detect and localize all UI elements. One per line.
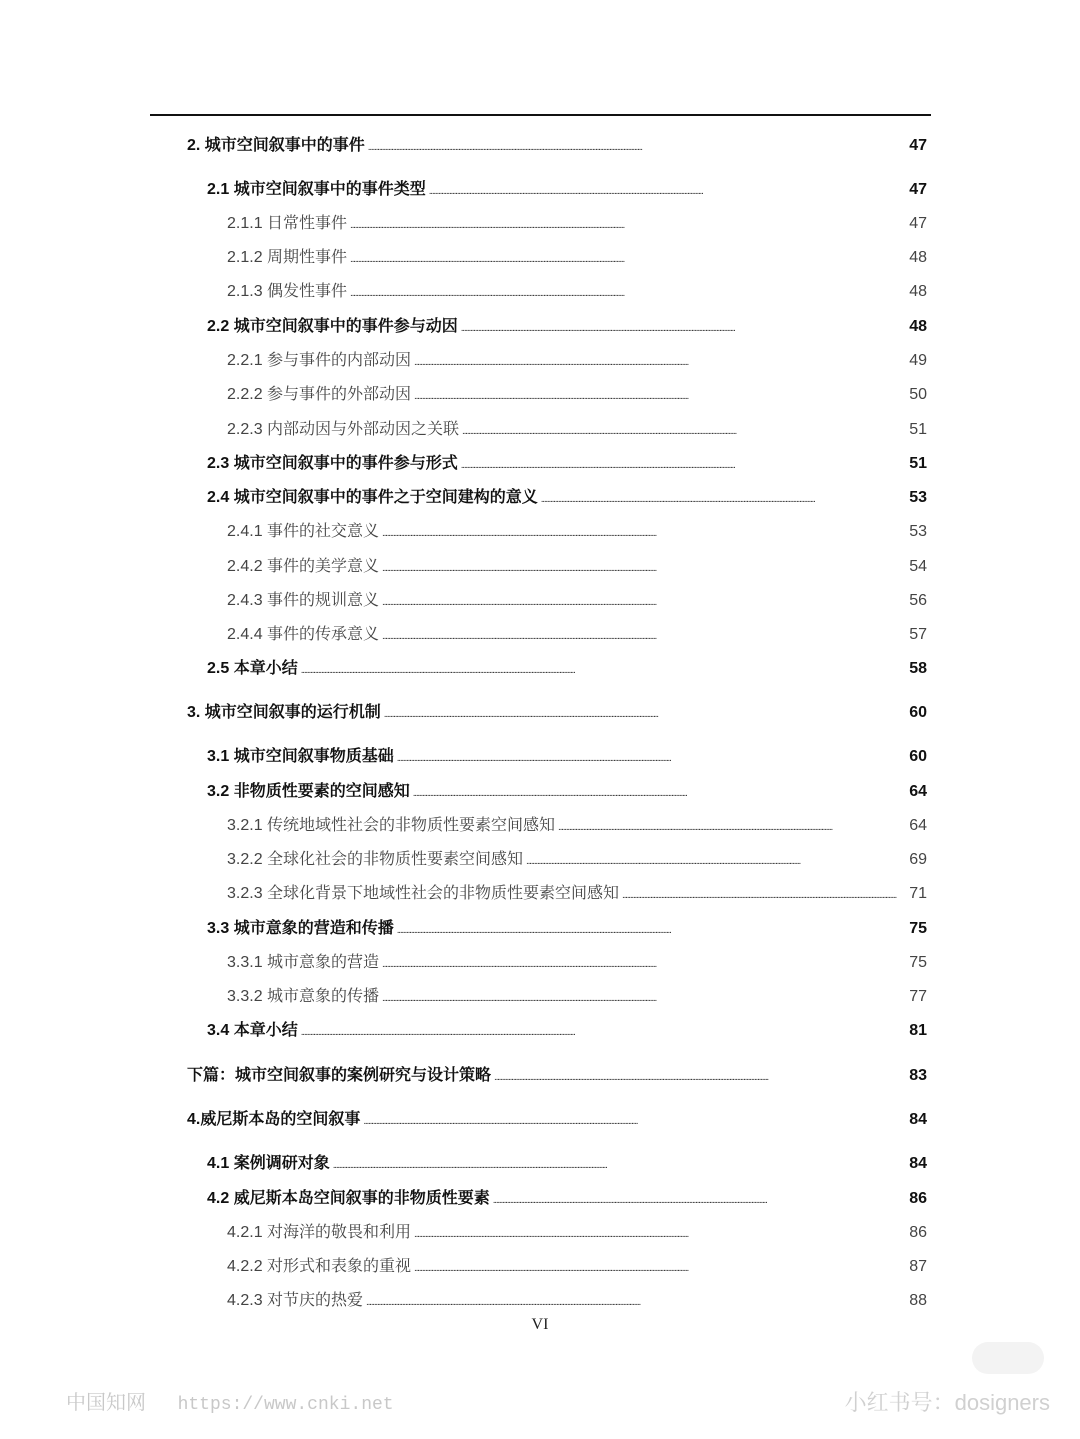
toc-entry-page: 56 <box>909 592 927 609</box>
toc-entry[interactable] <box>227 846 927 870</box>
toc-entry[interactable] <box>207 484 927 508</box>
toc-entry-page: 49 <box>909 352 927 369</box>
toc-entry-label: 4.2.2 对形式和表象的重视 <box>227 1258 412 1275</box>
toc-entry-page: 75 <box>909 954 927 971</box>
toc-leader-dots <box>414 1230 906 1240</box>
toc-entry[interactable] <box>227 949 927 973</box>
toc-leader-dots <box>382 598 906 608</box>
toc-leader-dots <box>558 823 906 833</box>
toc-entry-page: 86 <box>909 1190 927 1207</box>
toc-entry-page: 60 <box>909 704 927 721</box>
toc-entry-page: 47 <box>909 215 927 232</box>
toc-entry-page: 64 <box>909 783 927 800</box>
toc-entry-label: 4.2 威尼斯本岛空间叙事的非物质性要素 <box>207 1190 490 1207</box>
toc-entry-page: 86 <box>909 1224 927 1241</box>
toc-entry-page: 88 <box>909 1292 927 1309</box>
toc-entry-page: 87 <box>909 1258 927 1275</box>
toc-leader-dots <box>461 324 907 334</box>
toc-leader-dots <box>382 994 906 1004</box>
xiaohongshu-watermark: 小红书号：dosigners <box>844 1390 1050 1415</box>
toc-leader-dots <box>414 358 906 368</box>
toc-leader-dots <box>429 187 907 197</box>
toc-entry-label: 3.3.1 城市意象的营造 <box>227 954 380 971</box>
toc-leader-dots <box>414 1264 906 1274</box>
toc-entry[interactable] <box>227 416 927 440</box>
toc-entry-page: 53 <box>909 523 927 540</box>
toc-entry-label: 4.威尼斯本岛的空间叙事 <box>187 1111 361 1128</box>
toc-entry[interactable] <box>207 313 927 337</box>
toc-entry-page: 47 <box>909 137 927 154</box>
toc-entry-label: 2.1.2 周期性事件 <box>227 249 348 266</box>
toc-entry-label: 2.4.4 事件的传承意义 <box>227 626 380 643</box>
toc-entry[interactable] <box>227 381 927 405</box>
toc-leader-dots <box>384 710 906 720</box>
toc-entry-label: 下篇：城市空间叙事的案例研究与设计策略 <box>187 1067 492 1084</box>
toc-entry-page: 54 <box>909 558 927 575</box>
toc-entry[interactable] <box>207 1150 927 1174</box>
toc-entry[interactable] <box>227 621 927 645</box>
toc-entry[interactable] <box>227 347 927 371</box>
page-number: VI <box>531 1316 549 1333</box>
toc-entry-page: 84 <box>909 1111 927 1128</box>
toc-entry[interactable] <box>187 132 927 156</box>
toc-entry[interactable] <box>207 915 927 939</box>
toc-entry[interactable] <box>207 450 927 474</box>
toc-entry[interactable] <box>227 880 927 904</box>
toc-entry[interactable] <box>207 743 927 767</box>
toc-entry[interactable] <box>227 1219 927 1243</box>
toc-entry-page: 57 <box>909 626 927 643</box>
toc-leader-dots <box>397 754 907 764</box>
toc-entry-label: 3.1 城市空间叙事物质基础 <box>207 748 394 765</box>
toc-entry[interactable] <box>227 518 927 542</box>
toc-leader-dots <box>333 1161 907 1171</box>
toc-entry-label: 2.1 城市空间叙事中的事件类型 <box>207 181 426 198</box>
toc-entry[interactable] <box>207 1185 927 1209</box>
toc-leader-dots <box>494 1073 906 1083</box>
toc-entry-page: 71 <box>909 885 927 902</box>
toc-entry-page: 69 <box>909 851 927 868</box>
toc-entry[interactable] <box>187 1062 927 1086</box>
toc-entry-page: 51 <box>909 421 927 438</box>
toc-entry[interactable] <box>227 1253 927 1277</box>
toc-entry-label: 3.2.1 传统地域性社会的非物质性要素空间感知 <box>227 817 556 834</box>
toc-leader-dots <box>382 564 906 574</box>
toc-entry[interactable] <box>227 983 927 1007</box>
toc-leader-dots <box>366 1298 906 1308</box>
toc-entry-label: 2.1.1 日常性事件 <box>227 215 348 232</box>
toc-leader-dots <box>461 461 907 471</box>
toc-entry-page: 50 <box>909 386 927 403</box>
toc-leader-dots <box>301 666 907 676</box>
cnki-brand: 中国知网 <box>66 1392 146 1414</box>
toc-entry-page: 53 <box>909 489 927 506</box>
toc-leader-dots <box>414 392 906 402</box>
toc-leader-dots <box>363 1117 906 1127</box>
toc-entry-page: 75 <box>909 920 927 937</box>
toc-entry-label: 2.3 城市空间叙事中的事件参与形式 <box>207 455 458 472</box>
toc-entry-label: 2.1.3 偶发性事件 <box>227 283 348 300</box>
toc-entry-page: 84 <box>909 1155 927 1172</box>
toc-entry-label: 2. 城市空间叙事中的事件 <box>187 137 365 154</box>
toc-entry-page: 77 <box>909 988 927 1005</box>
toc-leader-dots <box>526 857 906 867</box>
toc-leader-dots <box>462 427 906 437</box>
toc-entry[interactable] <box>207 655 927 679</box>
toc-entry-label: 2.2 城市空间叙事中的事件参与动因 <box>207 318 458 335</box>
toc-entry-label: 2.4.1 事件的社交意义 <box>227 523 380 540</box>
toc-entry[interactable] <box>227 553 927 577</box>
toc-leader-dots <box>541 495 907 505</box>
toc-entry-label: 3. 城市空间叙事的运行机制 <box>187 704 381 721</box>
toc-entry[interactable] <box>227 812 927 836</box>
toc-leader-dots <box>350 255 906 265</box>
toc-entry-label: 3.2 非物质性要素的空间感知 <box>207 783 410 800</box>
toc-leader-dots <box>382 960 906 970</box>
toc-leader-dots <box>622 891 906 901</box>
toc-leader-dots <box>382 632 906 642</box>
toc-entry-label: 2.4.2 事件的美学意义 <box>227 558 380 575</box>
toc-entry[interactable] <box>187 1106 927 1130</box>
toc-entry[interactable] <box>207 1017 927 1041</box>
toc-entry[interactable] <box>227 587 927 611</box>
toc-entry-label: 2.4 城市空间叙事中的事件之于空间建构的意义 <box>207 489 538 506</box>
toc-leader-dots <box>413 789 907 799</box>
toc-entry[interactable] <box>227 244 927 268</box>
toc-entry[interactable] <box>227 210 927 234</box>
toc-entry-page: 48 <box>909 318 927 335</box>
toc-entry-label: 3.4 本章小结 <box>207 1022 298 1039</box>
cnki-watermark <box>66 1386 394 1415</box>
toc-entry-page: 48 <box>909 283 927 300</box>
toc-entry-label: 2.5 本章小结 <box>207 660 298 677</box>
toc-entry-page: 83 <box>909 1067 927 1084</box>
toc-entry-label: 2.2.1 参与事件的内部动因 <box>227 352 412 369</box>
toc-entry-page: 48 <box>909 249 927 266</box>
toc-entry-label: 3.3 城市意象的营造和传播 <box>207 920 394 937</box>
watermark-badge <box>972 1342 1044 1374</box>
toc-entry-label: 2.4.3 事件的规训意义 <box>227 592 380 609</box>
toc-entry-label: 2.2.3 内部动因与外部动因之关联 <box>227 421 460 438</box>
toc-leader-dots <box>301 1028 907 1038</box>
toc-entry-label: 2.2.2 参与事件的外部动因 <box>227 386 412 403</box>
toc-leader-dots <box>368 143 906 153</box>
toc-leader-dots <box>382 529 906 539</box>
toc-entry-page: 51 <box>909 455 927 472</box>
cnki-url: https://www.cnki.net <box>177 1395 394 1415</box>
toc-entry[interactable] <box>207 778 927 802</box>
toc-entry[interactable] <box>227 278 927 302</box>
toc-leader-dots <box>350 289 906 299</box>
toc-entry-label: 4.2.3 对节庆的热爱 <box>227 1292 364 1309</box>
toc-leader-dots <box>397 926 907 936</box>
toc-entry-page: 64 <box>909 817 927 834</box>
toc-entry-label: 4.2.1 对海洋的敬畏和利用 <box>227 1224 412 1241</box>
toc-entry-page: 58 <box>909 660 927 677</box>
toc-entry-page: 81 <box>909 1022 927 1039</box>
toc-entry-page: 47 <box>909 181 927 198</box>
toc-entry-label: 3.2.2 全球化社会的非物质性要素空间感知 <box>227 851 524 868</box>
toc-entry[interactable] <box>187 699 927 723</box>
toc-entry[interactable] <box>227 1287 927 1311</box>
toc-leader-dots <box>493 1196 907 1206</box>
toc-entry-page: 60 <box>909 748 927 765</box>
toc-entry-label: 3.3.2 城市意象的传播 <box>227 988 380 1005</box>
toc-entry[interactable] <box>207 176 927 200</box>
toc-entry-label: 3.2.3 全球化背景下地域性社会的非物质性要素空间感知 <box>227 885 620 902</box>
toc-leader-dots <box>350 221 906 231</box>
toc-entry-label: 4.1 案例调研对象 <box>207 1155 330 1172</box>
